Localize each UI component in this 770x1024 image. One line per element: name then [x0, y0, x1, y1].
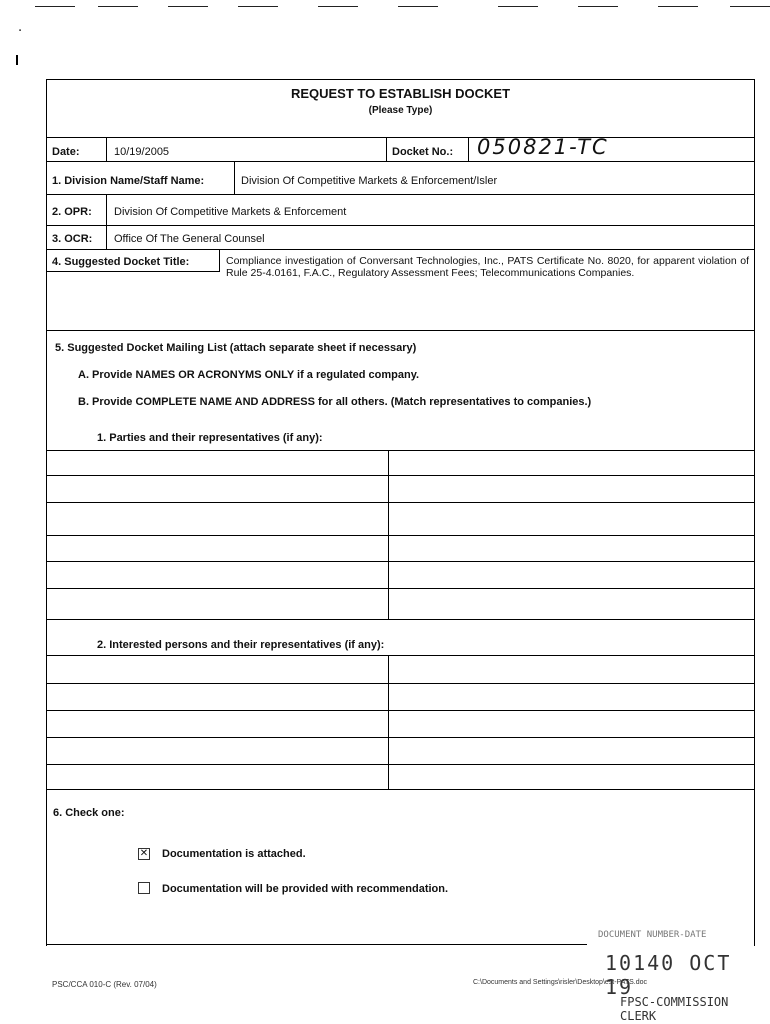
form-number: PSC/CCA 010-C (Rev. 07/04) [52, 980, 157, 989]
stamp-document-number: 10140 OCT 19 [605, 951, 732, 999]
date-value: 10/19/2005 [114, 146, 170, 158]
ocr-value: Office Of The General Counsel [114, 233, 265, 245]
docket-no-value: 050821-TC [477, 135, 609, 159]
opr-label: 2. OPR: [52, 206, 92, 218]
mailing-instruction-b: B. Provide COMPLETE NAME AND ADDRESS for all others. (Match representatives to companies.) [78, 396, 592, 408]
documentation-later-checkbox[interactable] [138, 882, 150, 894]
scan-mark: ‧ [18, 23, 23, 38]
scan-mark [16, 55, 18, 65]
documentation-later-label: Documentation will be provided with recommendation. [162, 883, 449, 895]
docket-request-form [46, 79, 755, 946]
docket-title-value: Compliance investigation of Conversant Technologies, Inc., PATS Certificate No. 8020, for apparent violation of Rule 25-4.0161, F.A.C., Regulatory Assessment Fees; Telecommunications Companies. [226, 255, 749, 279]
interested-heading: 2. Interested persons and their representatives (if any): [97, 639, 385, 651]
division-label: 1. Division Name/Staff Name: [52, 175, 205, 187]
form-title: REQUEST TO ESTABLISH DOCKET [290, 86, 511, 101]
docket-no-label: Docket No.: [392, 146, 454, 158]
date-label: Date: [52, 146, 80, 158]
parties-heading: 1. Parties and their representatives (if any): [97, 432, 323, 444]
documentation-attached-checkbox[interactable]: ✕ [139, 848, 149, 859]
check-heading: 6. Check one: [53, 807, 125, 819]
stamp-document-number-label: DOCUMENT NUMBER-DATE [598, 930, 707, 940]
form-subtitle: (Please Type) [368, 105, 433, 116]
division-value: Division Of Competitive Markets & Enforcement/Isler [241, 175, 498, 187]
documentation-attached-label: Documentation is attached. [162, 848, 306, 860]
docket-title-label: 4. Suggested Docket Title: [52, 256, 190, 268]
file-path: C:\Documents and Settings\risler\Desktop\est-PATS.doc [473, 979, 648, 986]
mailing-heading: 5. Suggested Docket Mailing List (attach separate sheet if necessary) [55, 342, 417, 354]
mailing-instruction-a: A. Provide NAMES OR ACRONYMS ONLY if a regulated company. [78, 369, 420, 381]
opr-value: Division Of Competitive Markets & Enforcement [114, 206, 347, 218]
ocr-label: 3. OCR: [52, 233, 93, 245]
stamp-clerk: FPSC-COMMISSION CLERK [620, 995, 729, 1023]
